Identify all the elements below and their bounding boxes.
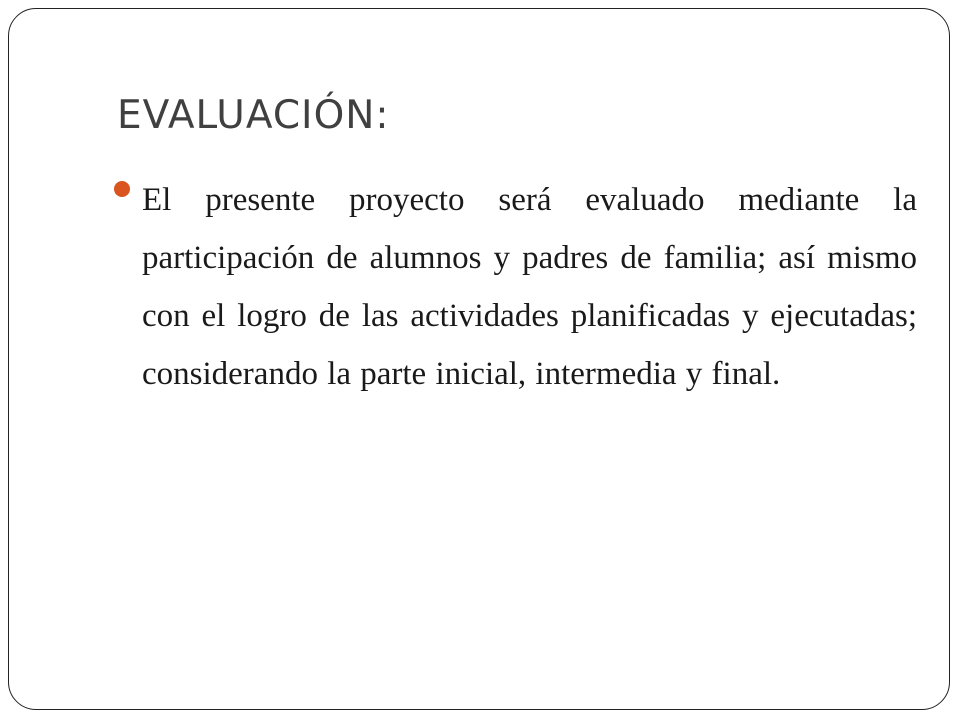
slide-frame <box>8 8 950 710</box>
bullet-text: El presente proyecto será evaluado mediante la participación de alumnos y padres de familia; así mismo con el logro de las actividades planificadas y ejecutadas; considerando la parte inicial, intermedia y final. <box>142 182 917 392</box>
circle-bullet-icon <box>114 181 130 197</box>
slide-title: EVALUACIÓN: <box>117 93 390 138</box>
